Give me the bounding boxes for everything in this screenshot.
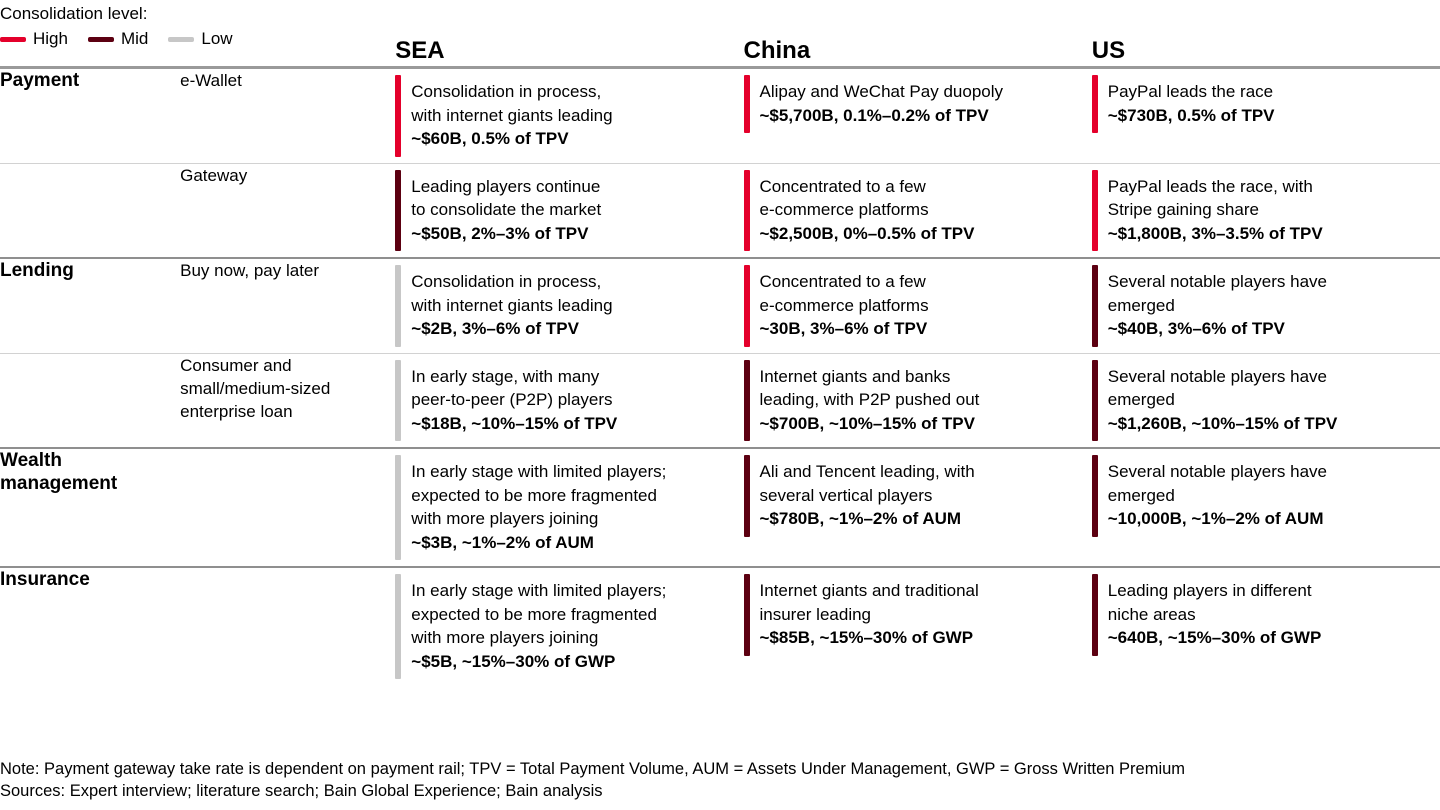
cell-text-line: leading, with P2P pushed out xyxy=(759,390,980,409)
cell-metric: ~$40B, 3%–6% of TPV xyxy=(1107,319,1285,338)
table-row xyxy=(0,448,1440,567)
cell-text-line: insurer leading xyxy=(759,604,872,624)
cell-metric: ~$5B, ~15%–30% of GWP xyxy=(411,651,616,671)
category-label: Payment xyxy=(0,70,80,91)
level-bar-mid xyxy=(395,170,401,252)
cell-text-line: PayPal leads the race, with xyxy=(1107,176,1313,196)
level-bar-mid xyxy=(744,455,750,537)
level-bar-low xyxy=(395,360,401,442)
cell-text-line: expected to be more fragmented xyxy=(411,604,657,624)
subcategory-label: Gateway xyxy=(180,163,395,258)
cell-china xyxy=(744,353,1092,448)
cell-us xyxy=(1092,567,1440,685)
cell-text-line: with more players joining xyxy=(411,509,599,528)
cell-metric: ~$85B, ~15%–30% of GWP xyxy=(759,628,974,647)
level-bar-low xyxy=(395,455,401,560)
category-label: Insurance xyxy=(0,567,180,685)
level-bar-mid xyxy=(1092,455,1098,537)
header-subcategory xyxy=(180,20,395,68)
cell-text-line: PayPal leads the race xyxy=(1107,82,1274,101)
cell-metric: ~$3B, ~1%–2% of AUM xyxy=(411,532,594,552)
subcategory-label xyxy=(180,448,395,567)
category-label xyxy=(0,163,180,258)
level-bar-high xyxy=(1092,75,1098,133)
cell-metric: ~$2,500B, 0%–0.5% of TPV xyxy=(759,223,975,243)
cell-metric: ~$60B, 0.5% of TPV xyxy=(411,129,569,148)
table-body xyxy=(0,68,1440,686)
level-bar-high xyxy=(395,75,401,157)
cell-text-line: e-commerce platforms xyxy=(759,295,929,315)
cell-china xyxy=(744,163,1092,258)
cell-sea xyxy=(395,353,743,448)
level-bar-mid xyxy=(1092,360,1098,442)
subcategory-label: e-Wallet xyxy=(180,71,242,90)
cell-us xyxy=(1092,258,1440,353)
level-bar-mid xyxy=(1092,574,1098,656)
cell-china xyxy=(744,448,1092,567)
cell-text-line: Alipay and WeChat Pay duopoly xyxy=(759,82,1004,101)
cell-text-line: with internet giants leading xyxy=(411,105,613,125)
cell-us xyxy=(1092,163,1440,258)
legend-title: Consolidation level: xyxy=(0,4,148,23)
legend-label-low: Low xyxy=(201,29,233,48)
cell-text-line: with internet giants leading xyxy=(411,295,613,315)
cell-metric: ~$5,700B, 0.1%–0.2% of TPV xyxy=(759,105,989,125)
table-row xyxy=(0,163,1440,258)
header-region-sea: SEA xyxy=(395,20,743,68)
cell-text-line: expected to be more fragmented xyxy=(411,485,657,505)
note-line: Note: Payment gateway take rate is dependent on payment rail; TPV = Total Payment Volume, AUM = Assets Under Management, GWP = Gross Written Premium xyxy=(0,760,1186,778)
level-bar-high xyxy=(1092,170,1098,252)
subcategory-label xyxy=(180,567,395,685)
cell-sea xyxy=(395,448,743,567)
cell-sea xyxy=(395,258,743,353)
cell-text-line: several vertical players xyxy=(759,485,933,505)
category-label: Lending xyxy=(0,258,180,353)
cell-text-line: Several notable players have xyxy=(1107,462,1327,481)
level-bar-mid xyxy=(744,574,750,656)
cell-text-line: In early stage with limited players; xyxy=(411,462,667,481)
cell-text-line: Leading players continue xyxy=(411,176,601,196)
cell-metric: ~$2B, 3%–6% of TPV xyxy=(411,319,579,338)
cell-metric: ~$1,260B, ~10%–15% of TPV xyxy=(1107,413,1338,433)
table-row xyxy=(0,68,1440,164)
cell-text-line: Concentrated to a few xyxy=(759,272,926,291)
cell-china xyxy=(744,258,1092,353)
cell-text-line: e-commerce platforms xyxy=(759,200,929,219)
cell-metric: ~$780B, ~1%–2% of AUM xyxy=(759,509,962,528)
cell-text-line: Ali and Tencent leading, with xyxy=(759,462,975,481)
cell-us xyxy=(1092,448,1440,567)
cell-text-line: Stripe gaining share xyxy=(1107,200,1259,219)
cell-text-line: Several notable players have xyxy=(1107,366,1327,386)
cell-text-line: emerged xyxy=(1107,295,1175,315)
category-label: Wealth management xyxy=(0,448,180,567)
legend-label-mid: Mid xyxy=(120,29,149,48)
cell-text-line: emerged xyxy=(1107,485,1175,505)
cell-text-line: to consolidate the market xyxy=(411,200,602,219)
cell-text-line: In early stage with limited players; xyxy=(411,581,667,600)
cell-metric: ~10,000B, ~1%–2% of AUM xyxy=(1107,509,1324,528)
level-bar-mid xyxy=(1092,265,1098,347)
cell-text-line: Several notable players have xyxy=(1107,272,1327,291)
category-label xyxy=(0,353,180,448)
cell-text-line: Internet giants and traditional xyxy=(759,581,979,600)
level-bar-high xyxy=(744,170,750,252)
table-row xyxy=(0,567,1440,685)
cell-us xyxy=(1092,353,1440,448)
cell-metric: ~640B, ~15%–30% of GWP xyxy=(1107,628,1322,647)
cell-text-line: Consolidation in process, xyxy=(411,272,602,291)
cell-metric: ~$700B, ~10%–15% of TPV xyxy=(759,413,975,433)
cell-text-line: Internet giants and banks xyxy=(759,366,951,386)
level-bar-low xyxy=(395,265,401,347)
sources-line: Sources: Expert interview; literature search; Bain Global Experience; Bain analysis xyxy=(0,782,603,800)
table-row xyxy=(0,353,1440,448)
cell-text-line: peer-to-peer (P2P) players xyxy=(411,390,613,409)
cell-sea xyxy=(395,567,743,685)
cell-text-line: Leading players in different xyxy=(1107,581,1312,600)
cell-metric: ~$18B, ~10%–15% of TPV xyxy=(411,413,618,433)
legend-label-high: High xyxy=(33,29,68,48)
subcategory-label: Consumer and small/medium-sized enterprise loan xyxy=(180,353,395,448)
cell-china xyxy=(744,567,1092,685)
table-header-row xyxy=(0,20,1440,68)
cell-metric: ~$1,800B, 3%–3.5% of TPV xyxy=(1107,223,1323,243)
consolidation-table xyxy=(0,20,1440,685)
cell-text-line: Concentrated to a few xyxy=(759,176,926,196)
header-region-us: US xyxy=(1092,20,1440,68)
level-bar-low xyxy=(395,574,401,679)
cell-us xyxy=(1092,68,1440,164)
cell-metric: ~30B, 3%–6% of TPV xyxy=(759,319,928,338)
cell-text-line: In early stage, with many xyxy=(411,366,600,386)
cell-metric: ~$50B, 2%–3% of TPV xyxy=(411,223,589,243)
header-category xyxy=(0,20,180,68)
level-bar-mid xyxy=(744,360,750,442)
cell-text-line: with more players joining xyxy=(411,628,599,647)
cell-sea xyxy=(395,68,743,164)
level-bar-high xyxy=(744,265,750,347)
cell-text-line: niche areas xyxy=(1107,604,1196,624)
cell-text-line: Consolidation in process, xyxy=(411,82,602,101)
table-row xyxy=(0,258,1440,353)
subcategory-label: Buy now, pay later xyxy=(180,258,395,353)
level-bar-high xyxy=(744,75,750,133)
cell-china xyxy=(744,68,1092,164)
cell-text-line: emerged xyxy=(1107,390,1175,409)
footnotes xyxy=(0,758,1440,802)
header-region-china: China xyxy=(744,20,1092,68)
cell-sea xyxy=(395,163,743,258)
cell-metric: ~$730B, 0.5% of TPV xyxy=(1107,105,1275,125)
